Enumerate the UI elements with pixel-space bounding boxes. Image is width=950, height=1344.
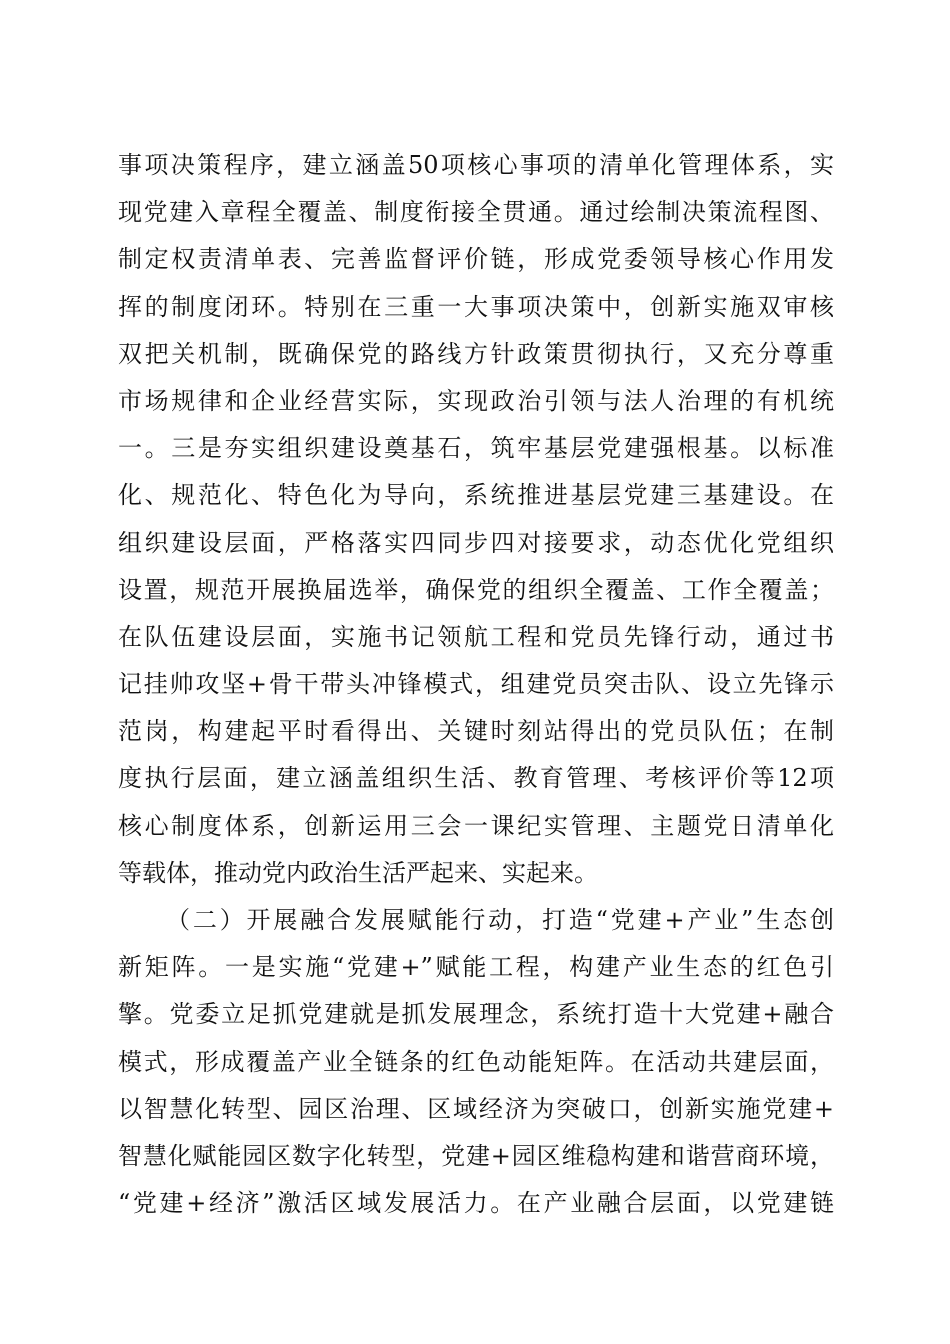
text-line: 制定权责清单表、完善监督评价链，形成党委领导核心作用发 <box>118 245 834 274</box>
body-text <box>118 142 834 1227</box>
text-line: “党建+经济”激活区域发展活力。在产业融合层面，以党建链 <box>118 1189 834 1218</box>
text-line: 智慧化赋能园区数字化转型，党建+园区维稳构建和谐营商环境， <box>118 1141 834 1170</box>
text-line: 范岗，构建起平时看得出、关键时刻站得出的党员队伍；在制 <box>118 717 834 746</box>
text-line: 核心制度体系，创新运用三会一课纪实管理、主题党日清单化 <box>118 811 834 840</box>
text-line: 一。三是夯实组织建设奠基石，筑牢基层党建强根基。以标准 <box>118 434 834 463</box>
text-line: 度执行层面，建立涵盖组织生活、教育管理、考核评价等12项 <box>118 764 834 793</box>
text-line: 擎。党委立足抓党建就是抓发展理念，系统打造十大党建+融合 <box>118 1000 834 1029</box>
text-line: 以智慧化转型、园区治理、区域经济为突破口，创新实施党建+ <box>118 1094 834 1123</box>
text-line: 挥的制度闭环。特别在三重一大事项决策中，创新实施双审核 <box>118 292 834 321</box>
text-line: 记挂帅攻坚+骨干带头冲锋模式，组建党员突击队、设立先锋示 <box>118 670 834 699</box>
text-line: 设置，规范开展换届选举，确保党的组织全覆盖、工作全覆盖； <box>118 575 834 604</box>
text-line: 双把关机制，既确保党的路线方针政策贯彻执行，又充分尊重 <box>118 339 834 368</box>
text-line: 化、规范化、特色化为导向，系统推进基层党建三基建设。在 <box>118 481 834 510</box>
text-line: 组织建设层面，严格落实四同步四对接要求，动态优化党组织 <box>118 528 834 557</box>
text-line: 模式，形成覆盖产业全链条的红色动能矩阵。在活动共建层面， <box>118 1047 834 1076</box>
text-line: 等载体，推动党内政治生活严起来、实起来。 <box>118 858 598 887</box>
text-line: 现党建入章程全覆盖、制度衔接全贯通。通过绘制决策流程图、 <box>118 198 834 227</box>
text-line: 市场规律和企业经营实际，实现政治引领与法人治理的有机统 <box>118 386 834 415</box>
text-line: 新矩阵。一是实施“党建+”赋能工程，构建产业生态的红色引 <box>118 953 834 982</box>
text-line: 事项决策程序，建立涵盖50项核心事项的清单化管理体系，实 <box>118 151 834 179</box>
text-line: 在队伍建设层面，实施书记领航工程和党员先锋行动，通过书 <box>118 622 834 651</box>
section-heading-line: （二）开展融合发展赋能行动，打造“党建+产业”生态创 <box>166 906 834 934</box>
